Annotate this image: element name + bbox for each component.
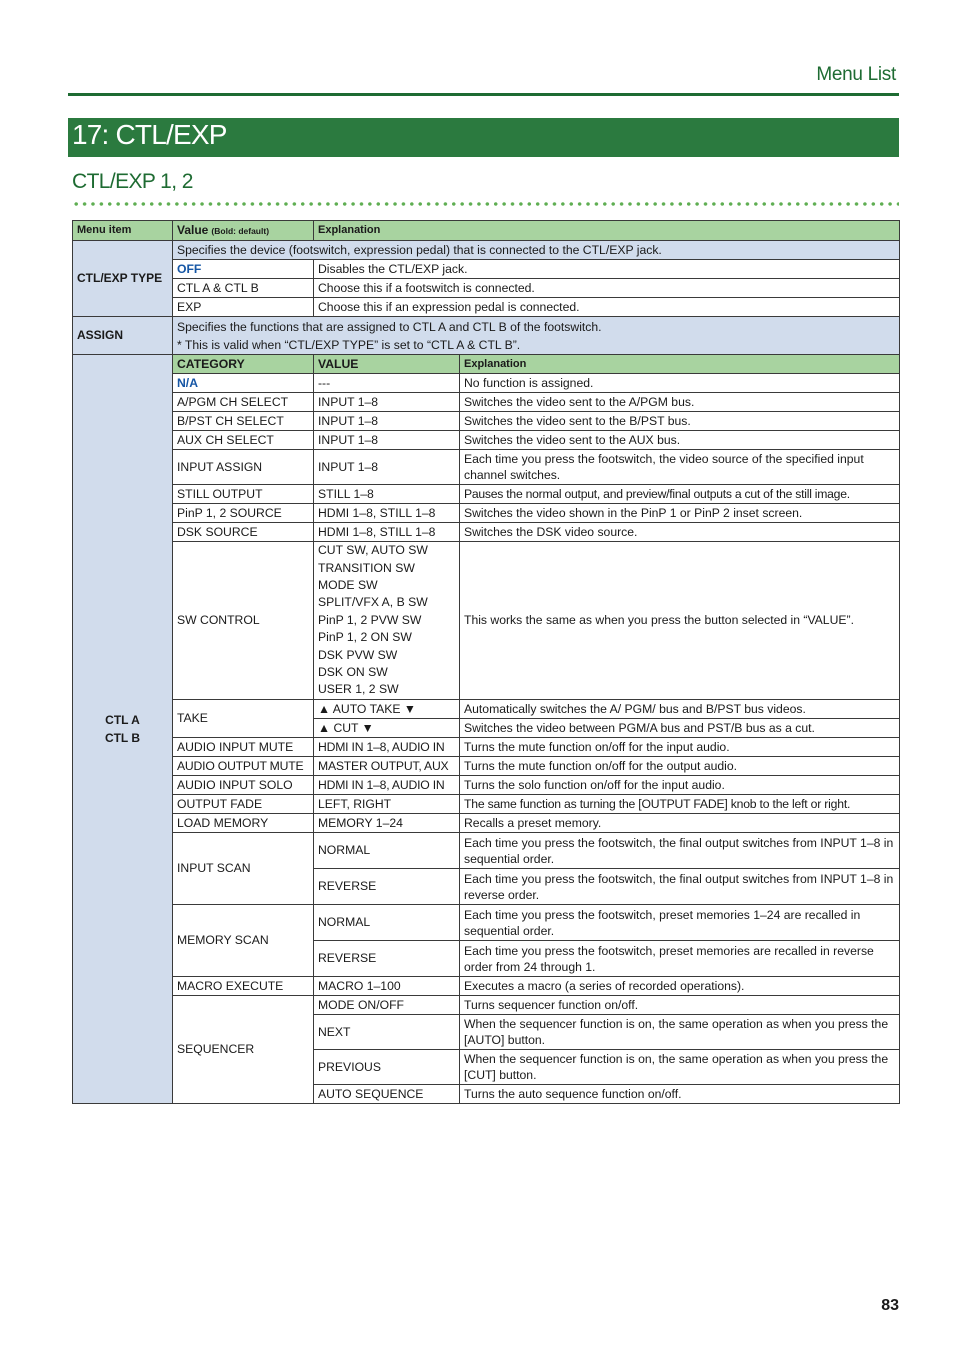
table-row — [73, 977, 900, 996]
col-header-value-note: (Bold: default) — [211, 225, 270, 236]
explanation-cell: Turns sequencer function on/off. — [460, 996, 900, 1015]
table-row — [73, 996, 900, 1015]
table-row — [73, 833, 900, 869]
assign-note-line: * This is valid when “CTL/EXP TYPE” is set to “CTL A & CTL B”. — [177, 337, 521, 352]
value-cell: MACRO 1–100 — [314, 977, 460, 996]
table-row — [73, 431, 900, 450]
col-header-menu-item: Menu item — [73, 221, 173, 241]
category-cell: SEQUENCER — [173, 996, 314, 1104]
assign-description — [173, 317, 900, 355]
value-cell: MODE ON/OFF — [314, 996, 460, 1015]
table-row — [73, 374, 900, 393]
sub-header-category: CATEGORY — [173, 355, 314, 374]
value-item: DSK PVW SW — [318, 647, 398, 662]
value-item: DSK ON SW — [318, 665, 388, 680]
menu-item-ctl-exp-type: CTL/EXP TYPE — [73, 241, 173, 317]
explanation-cell: Each time you press the footswitch, the final output switches from INPUT 1–8 in sequential order. — [460, 833, 900, 869]
explanation-cell: Turns the mute function on/off for the output audio. — [460, 757, 900, 776]
explanation-cell: Choose this if a footswitch is connected. — [314, 279, 900, 298]
value-cell: HDMI 1–8, STILL 1–8 — [314, 504, 460, 523]
table-row — [73, 738, 900, 757]
value-cell: NORMAL — [314, 833, 460, 869]
value-cell: NEXT — [314, 1015, 460, 1050]
value-item: CUT SW, AUTO SW — [318, 543, 428, 558]
sub-header-explanation: Explanation — [460, 355, 900, 374]
assign-description-line: Specifies the functions that are assigned to CTL A and CTL B of the footswitch. — [177, 319, 602, 334]
explanation-cell: Switches the video sent to the A/PGM bus. — [460, 393, 900, 412]
dotted-divider — [72, 201, 899, 207]
value-cell: REVERSE — [314, 941, 460, 977]
category-cell: B/PST CH SELECT — [173, 412, 314, 431]
table-row — [73, 241, 900, 260]
explanation-cell: Switches the DSK video source. — [460, 523, 900, 542]
table-row — [73, 317, 900, 355]
value-list-cell — [314, 542, 460, 700]
value-cell: MASTER OUTPUT, AUX — [314, 757, 460, 776]
menu-item-ctl-a-b — [73, 355, 173, 1104]
explanation-cell: Recalls a preset memory. — [460, 814, 900, 833]
explanation-cell: Each time you press the footswitch, preset memories are recalled in reverse order from 24 through 1. — [460, 941, 900, 977]
value-item: USER 1, 2 SW — [318, 682, 399, 697]
category-cell: INPUT SCAN — [173, 833, 314, 905]
explanation-cell: Each time you press the footswitch, the final output switches from INPUT 1–8 in reverse order. — [460, 869, 900, 905]
col-header-explanation: Explanation — [314, 221, 900, 241]
value-cell: INPUT 1–8 — [314, 393, 460, 412]
value-cell: INPUT 1–8 — [314, 431, 460, 450]
table-row — [73, 393, 900, 412]
value-cell: --- — [314, 374, 460, 393]
default-category: N/A — [177, 375, 198, 390]
value-cell: PREVIOUS — [314, 1050, 460, 1085]
table-row — [73, 776, 900, 795]
category-cell — [173, 374, 314, 393]
explanation-cell: The same function as turning the [OUTPUT FADE] knob to the left or right. — [460, 795, 900, 814]
value-cell: INPUT 1–8 — [314, 412, 460, 431]
category-cell: SW CONTROL — [173, 542, 314, 700]
explanation-cell: When the sequencer function is on, the same operation as when you press the [CUT] button. — [460, 1050, 900, 1085]
header-rule — [68, 93, 899, 96]
value-cell: HDMI IN 1–8, AUDIO IN — [314, 776, 460, 795]
explanation-cell: This works the same as when you press the button selected in “VALUE”. — [460, 542, 900, 700]
default-value: OFF — [177, 261, 202, 276]
category-cell: AUDIO INPUT MUTE — [173, 738, 314, 757]
table-row — [73, 700, 900, 719]
value-cell: ▲ AUTO TAKE ▼ — [314, 700, 460, 719]
explanation-cell: Choose this if an expression pedal is connected. — [314, 298, 900, 317]
table-row — [73, 412, 900, 431]
menu-table — [72, 220, 900, 1104]
category-cell: STILL OUTPUT — [173, 485, 314, 504]
value-item: MODE SW — [318, 577, 378, 592]
value-cell: LEFT, RIGHT — [314, 795, 460, 814]
section-bar — [68, 118, 899, 157]
explanation-cell: Turns the auto sequence function on/off. — [460, 1085, 900, 1104]
table-row — [73, 757, 900, 776]
value-cell: CTL A & CTL B — [173, 279, 314, 298]
table-row — [73, 260, 900, 279]
value-cell: INPUT 1–8 — [314, 450, 460, 485]
col-header-value-label: Value — [177, 222, 209, 237]
page-number: 83 — [881, 1297, 899, 1314]
explanation-cell: Disables the CTL/EXP jack. — [314, 260, 900, 279]
explanation-cell: Executes a macro (a series of recorded operations). — [460, 977, 900, 996]
value-item: PinP 1, 2 PVW SW — [318, 612, 422, 627]
value-cell: MEMORY 1–24 — [314, 814, 460, 833]
explanation-cell: Switches the video between PGM/A bus and PST/B bus as a cut. — [460, 719, 900, 738]
category-cell: MACRO EXECUTE — [173, 977, 314, 996]
sub-header-value: VALUE — [314, 355, 460, 374]
value-cell: ▲ CUT ▼ — [314, 719, 460, 738]
table-row — [73, 814, 900, 833]
value-cell: HDMI IN 1–8, AUDIO IN — [314, 738, 460, 757]
value-item: SPLIT/VFX A, B SW — [318, 595, 428, 610]
explanation-cell: Switches the video shown in the PinP 1 or PinP 2 inset screen. — [460, 504, 900, 523]
table-row — [73, 504, 900, 523]
table-header-row — [73, 221, 900, 241]
col-header-value — [173, 221, 314, 241]
table-row — [73, 523, 900, 542]
explanation-cell: Turns the mute function on/off for the input audio. — [460, 738, 900, 757]
section-label: Menu List — [816, 64, 896, 85]
table-row — [73, 450, 900, 485]
explanation-cell: Switches the video sent to the B/PST bus. — [460, 412, 900, 431]
value-cell — [173, 260, 314, 279]
category-cell: TAKE — [173, 700, 314, 738]
category-cell: DSK SOURCE — [173, 523, 314, 542]
table-row — [73, 905, 900, 941]
category-cell: PinP 1, 2 SOURCE — [173, 504, 314, 523]
table-row — [73, 542, 900, 700]
ctl-b-label: CTL B — [104, 731, 141, 745]
menu-item-assign: ASSIGN — [73, 317, 173, 355]
ctl-sub-header-row — [73, 355, 900, 374]
explanation-cell: Switches the video sent to the AUX bus. — [460, 431, 900, 450]
explanation-cell: Automatically switches the A/ PGM/ bus and B/PST bus videos. — [460, 700, 900, 719]
category-cell: AUX CH SELECT — [173, 431, 314, 450]
value-cell: NORMAL — [314, 905, 460, 941]
value-cell: HDMI 1–8, STILL 1–8 — [314, 523, 460, 542]
category-cell: MEMORY SCAN — [173, 905, 314, 977]
category-cell: OUTPUT FADE — [173, 795, 314, 814]
section-title: 17: CTL/EXP — [72, 119, 227, 150]
explanation-cell: No function is assigned. — [460, 374, 900, 393]
value-cell: REVERSE — [314, 869, 460, 905]
table-row — [73, 279, 900, 298]
value-cell: STILL 1–8 — [314, 485, 460, 504]
category-cell: A/PGM CH SELECT — [173, 393, 314, 412]
value-cell: AUTO SEQUENCE — [314, 1085, 460, 1104]
explanation-cell: Each time you press the footswitch, the video source of the specified input channel switches. — [460, 450, 900, 485]
explanation-cell: Each time you press the footswitch, preset memories 1–24 are recalled in sequential order. — [460, 905, 900, 941]
category-cell: AUDIO OUTPUT MUTE — [173, 757, 314, 776]
value-cell: EXP — [173, 298, 314, 317]
explanation-cell: When the sequencer function is on, the same operation as when you press the [AUTO] button. — [460, 1015, 900, 1050]
explanation-cell: Turns the solo function on/off for the input audio. — [460, 776, 900, 795]
category-cell: INPUT ASSIGN — [173, 450, 314, 485]
value-item: TRANSITION SW — [318, 560, 415, 575]
category-cell: LOAD MEMORY — [173, 814, 314, 833]
explanation-cell: Pauses the normal output, and preview/final outputs a cut of the still image. — [460, 485, 900, 504]
table-row — [73, 298, 900, 317]
table-row — [73, 485, 900, 504]
ctl-exp-type-description: Specifies the device (footswitch, expression pedal) that is connected to the CTL/EXP jack. — [173, 241, 900, 260]
table-row — [73, 795, 900, 814]
category-cell: AUDIO INPUT SOLO — [173, 776, 314, 795]
value-item: PinP 1, 2 ON SW — [318, 630, 412, 645]
ctl-a-label: CTL A — [105, 713, 140, 727]
subsection-title: CTL/EXP 1, 2 — [72, 170, 193, 193]
